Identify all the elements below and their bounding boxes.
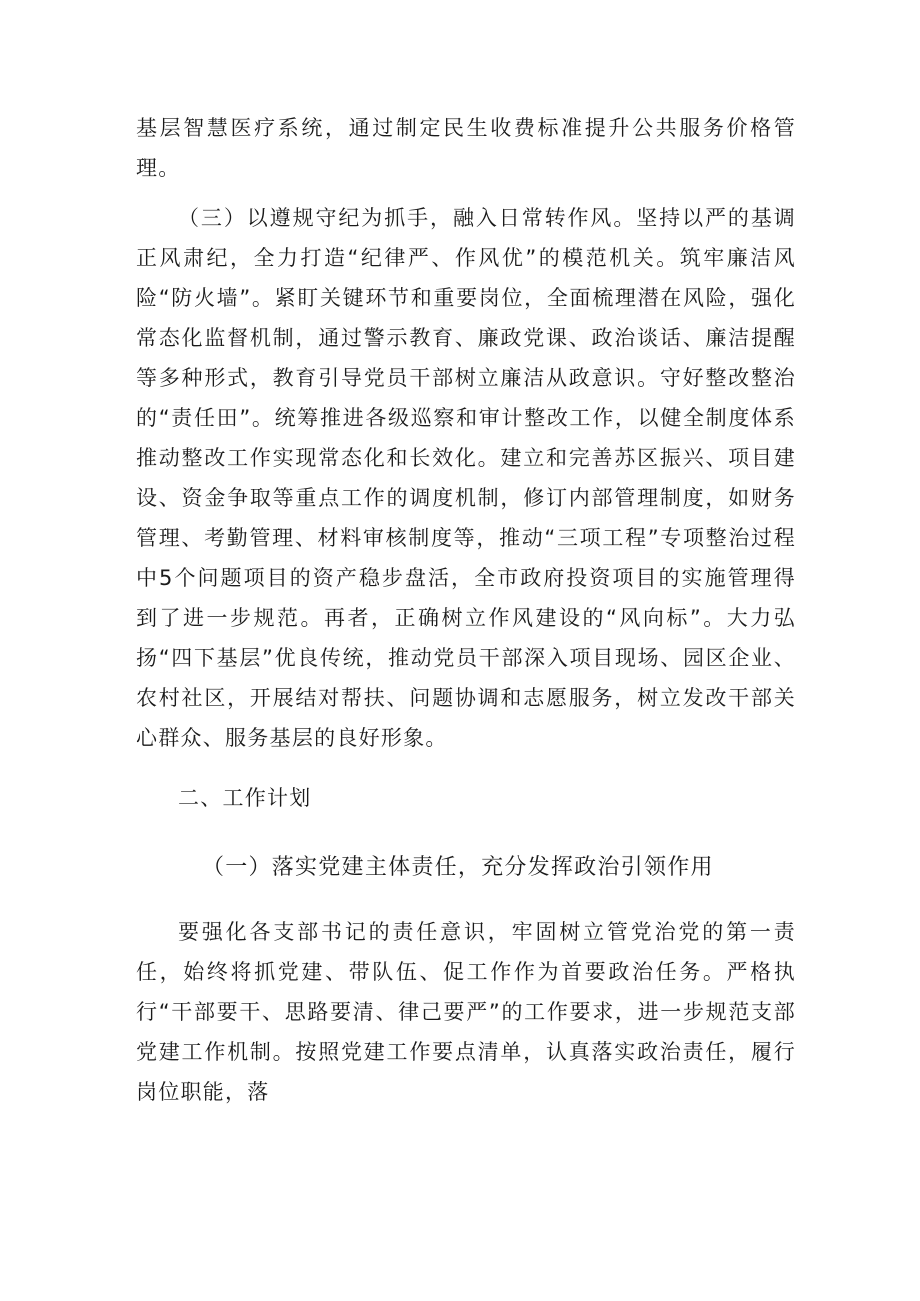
- document-body: [136, 108, 796, 1112]
- paragraph-party-building: 要强化各支部书记的责任意识，牢固树立管党治党的第一责任，始终将抓党建、带队伍、促工作作为首要政治任务。严格执行“干部要干、思路要清、律己要严”的工作要求，进一步规范支部党建工作机制。按照党建工作要点清单，认真落实政治责任，履行岗位职能，落: [136, 920, 796, 1104]
- section-heading-work-plan: 二、工作计划: [178, 786, 312, 810]
- subsection-heading-1: （一）落实党建主体责任，充分发挥政治引领作用: [202, 855, 714, 880]
- paragraph-section-3: （三）以遵规守纪为抓手，融入日常转作风。坚持以严的基调正风肃纪，全力打造“纪律严、作风优”的模范机关。筑牢廉洁风险“防火墙”。紧盯关键环节和重要岗位，全面梳理潜在风险，强化常态化监督机制，通过警示教育、廉政党课、政治谈话、廉洁提醒等多种形式，教育引导党员干部树立廉洁从政意识。守好整改整治的“责任田”。统筹推进各级巡察和审计整改工作，以健全制度体系推动整改工作实现常态化和长效化。建立和完善苏区振兴、项目建设、资金争取等重点工作的调度机制，修订内部管理制度，如财务管理、考勤管理、材料审核制度等，推动“三项工程”专项整治过程中5个问题项目的资产稳步盘活，全市政府投资项目的实施管理得到了进一步规范。再者，正确树立作风建设的“风向标”。大力弘扬“四下基层”优良传统，推动党员干部深入项目现场、园区企业、农村社区，开展结对帮扶、问题协调和志愿服务，树立发改干部关心群众、服务基层的良好形象。: [136, 206, 796, 750]
- paragraph-continued: 基层智慧医疗系统，通过制定民生收费标准提升公共服务价格管理。: [136, 116, 796, 180]
